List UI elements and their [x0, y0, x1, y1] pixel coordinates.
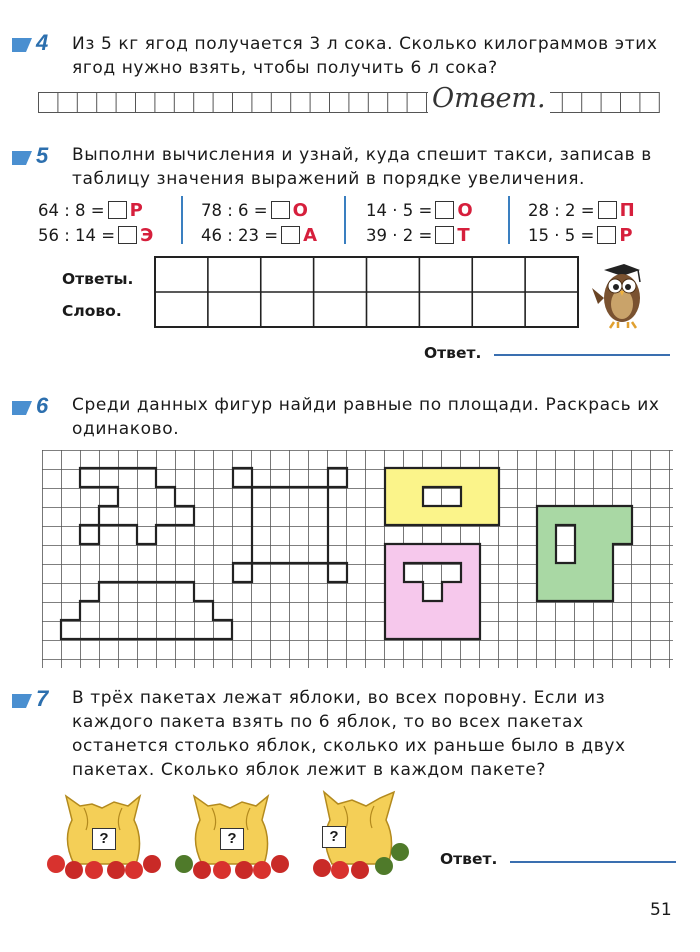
question-mark-label: ? [92, 828, 116, 850]
task-marker-icon [12, 694, 32, 708]
task-marker-icon [12, 401, 32, 415]
expression: 46 : 23 = А [201, 225, 318, 246]
apple-bag [172, 790, 292, 880]
answers-row-label: Ответы. [62, 270, 134, 288]
answer-box[interactable] [435, 201, 454, 219]
green-figure [537, 506, 632, 601]
answer-box[interactable] [597, 226, 616, 244]
answer-label: Ответ. [440, 850, 498, 868]
expression: 78 : 6 = О [201, 200, 308, 221]
pink-figure [385, 544, 480, 639]
bag-icon [300, 784, 420, 880]
apple-bag [44, 790, 164, 880]
task-marker-icon [12, 38, 32, 52]
task-text: Выполни вычисления и узнай, куда спешит такси, записав в таблицу значения выражений в порядке увеличения. [72, 145, 652, 189]
word-row-label: Слово. [62, 302, 122, 320]
question-mark-label: ? [322, 826, 346, 848]
task-number: 7 [36, 686, 49, 711]
figure-grid[interactable] [42, 450, 674, 670]
expression: 56 : 14 = Э [38, 225, 154, 246]
yellow-figure [385, 468, 499, 525]
outline-figure-2 [233, 468, 347, 582]
expression: 64 : 8 = Р [38, 200, 143, 221]
task-marker-icon [12, 151, 32, 165]
answer-table[interactable] [154, 256, 580, 328]
task-number: 6 [36, 393, 49, 418]
owl-teacher-icon [588, 258, 652, 330]
task-text: В трёх пакетах лежат яблоки, во всех поровну. Если из каждого пакета взять по 6 яблок, то во всех пакетах останется столько яблок, сколько их раньше было в двух пакетах. Сколько яблок лежит в каждом пакете? [72, 688, 626, 780]
column-divider [508, 196, 510, 244]
answer-box[interactable] [281, 226, 300, 244]
answer-box[interactable] [598, 201, 617, 219]
answer-line[interactable] [494, 354, 670, 356]
column-divider [344, 196, 346, 244]
expression: 15 · 5 = Р [528, 225, 633, 246]
answer-line[interactable] [510, 861, 676, 863]
task-number: 4 [36, 30, 49, 55]
answer-handwritten-label: Ответ. [428, 84, 550, 114]
answer-box[interactable] [435, 226, 454, 244]
task-number: 5 [36, 143, 49, 168]
expression: 14 · 5 = О [366, 200, 473, 221]
page-number: 51 [650, 900, 672, 920]
question-mark-label: ? [220, 828, 244, 850]
apple-bag [300, 784, 420, 880]
task-text: Среди данных фигур найди равные по площади. Раскрась их одинаково. [72, 395, 660, 439]
answer-cell-strip[interactable] [38, 92, 662, 114]
outline-figure-1 [80, 468, 194, 544]
answer-box[interactable] [271, 201, 290, 219]
expression: 28 : 2 = П [528, 200, 635, 221]
column-divider [181, 196, 183, 244]
expression: 39 · 2 = Т [366, 225, 470, 246]
answer-box[interactable] [108, 201, 127, 219]
outline-figure-3 [61, 582, 232, 639]
answer-label: Ответ. [424, 344, 482, 362]
task-text: Из 5 кг ягод получается 3 л сока. Сколько килограммов этих ягод нужно взять, чтобы получить 6 л сока? [72, 34, 658, 78]
answer-box[interactable] [118, 226, 137, 244]
